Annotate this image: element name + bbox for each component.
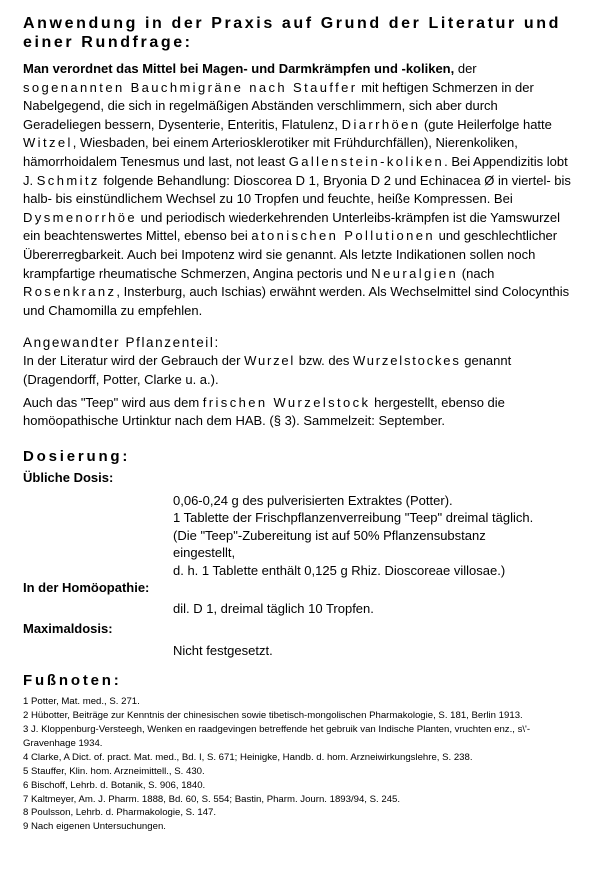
intro-text: , Wiesbaden, bei einem Arteriosklerotiker mit Frühdurchfällen), Nierenkoliken, hämorrhoidalem Tenesmus und last, not least [23, 135, 518, 169]
footnote-item: 7 Kaltmeyer, Am. J. Pharm. 1888, Bd. 60, S. 554; Bastin, Pharm. Journ. 1893/94, S. 245. [23, 793, 401, 805]
intro-bold-lead: Man verordnet das Mittel bei Magen- und Darmkrämpfen und -koliken, [23, 61, 455, 76]
footnote-item: 8 Poulsson, Lehrb. d. Pharmakologie, S. 147. [23, 807, 217, 819]
text: Auch das "Teep" wird aus dem [23, 394, 203, 410]
spaced-term: Schmitz [36, 172, 100, 188]
usual-dose-block [23, 492, 571, 580]
footnotes-heading: Fußnoten: [23, 672, 122, 690]
plant-part-paragraph-2 [23, 394, 571, 431]
dosage-heading: Dosierung: [23, 447, 131, 465]
intro-text: und geschlechtlicher Übererregbarkeit. Auch bei Impotenz wird sie genannt. Als letzte Indikationen sollen noch krampfartige rheumatische Schmerzen, Angina pectoris und [23, 228, 558, 281]
spaced-term: atonischen Pollutionen [251, 228, 435, 244]
footnote-item: 9 Nach eigenen Untersuchungen. [23, 821, 166, 833]
spaced-term: Wurzel [244, 353, 296, 369]
footnote-item: 6 Bischoff, Lehrb. d. Botanik, S. 906, 1840. [23, 779, 206, 791]
footnote-item: 2 Hübotter, Beiträge zur Kenntnis der chinesischen sowie tibetisch-mongolischen Pharmakologie, S. 181, Berlin 1913. [23, 710, 523, 722]
intro-text: (gute Heilerfolge hatte [420, 116, 552, 132]
page-title: Anwendung in der Praxis auf Grund der Literatur und einer Rundfrage: [23, 15, 561, 51]
spaced-term: Wurzelstockes [352, 353, 461, 369]
spaced-term: Rosenkranz [23, 284, 117, 300]
max-dose-block [23, 642, 571, 660]
dose-line: (Die "Teep"-Zubereitung ist auf 50% Pflanzensubstanz [173, 527, 486, 543]
spaced-term: Gallenstein-koliken [288, 153, 445, 169]
spaced-term: Witzel [23, 135, 73, 151]
intro-text: und periodisch wiederkehrenden Unterleibs-krämpfen ist die Yamswurzel ein beachtenswertes Mittel, ebenso bei [23, 209, 561, 244]
intro-text: folgende Behandlung: Dioscorea D 1, Bryonia D 2 und Echinacea Ø in viertel- bis halb- bis einstündlichem Wechsel zu 10 Tropfen und feuchte, heiße Kompressen. Bei [23, 172, 571, 207]
footnote-list [23, 695, 571, 834]
dose-line: 1 Tablette der Frischpflanzenverreibung "Teep" dreimal täglich. [173, 510, 534, 526]
intro-text: mit heftigen Schmerzen in der Nabelgegend, die sich in regelmäßigen Abständen verschlimmern, sich aber durch Geradeliegen bessern, Dysenterie, Enteritis, Flatulenz, [23, 79, 534, 132]
max-dose-label: Maximaldosis: [23, 620, 113, 636]
footnote-item: 5 Stauffer, Klin. hom. Arzneimittell., S. 430. [23, 765, 205, 777]
intro-text: der [454, 61, 477, 76]
spaced-term: Dysmenorrhöe [23, 209, 138, 225]
text: genannt (Dragendorff, Potter, Clarke u. a.). [23, 353, 512, 387]
dose-line: d. h. 1 Tablette enthält 0,125 g Rhiz. Dioscoreae villosae.) [173, 562, 506, 578]
intro-paragraph [23, 60, 571, 320]
spaced-term: frischen Wurzelstock [202, 394, 371, 410]
spaced-term: Neuralgien [371, 265, 459, 281]
text: bzw. des [295, 353, 353, 369]
footnote-item: 4 Clarke, A Dict. of. pract. Mat. med., Bd. I, S. 671; Heinigke, Handb. d. hom. Arzneiwirkungslehre, S. 238. [23, 751, 473, 763]
homeopathy-block [23, 600, 571, 618]
dose-line: 0,06-0,24 g des pulverisierten Extraktes (Potter). [173, 492, 453, 508]
dose-line: eingestellt, [173, 545, 236, 561]
intro-text: . Bei Appendizitis lobt J. [23, 153, 568, 188]
footnote-item: 1 Potter, Mat. med., S. 271. [23, 696, 140, 708]
intro-text: (nach [458, 265, 495, 281]
footnote-item: 3 J. Kloppenburg-Versteegh, Wenken en raadgevingen betreffende het gebruik van Indische Planten, vruchten enz., s\'-Gravenhage 1934. [23, 724, 531, 749]
spaced-term: sogenannten Bauchmigräne nach Stauffer [23, 79, 358, 95]
plant-part-paragraph-1 [23, 352, 571, 389]
usual-dose-label: Übliche Dosis: [23, 469, 114, 485]
text: In der Literatur wird der Gebrauch der [23, 353, 245, 369]
intro-text: , Insterburg, auch Ischias) erwähnt werden. Als Wechselmittel sind Colocynthis und Chamomilla zu empfehlen. [23, 284, 570, 318]
plant-part-heading: Angewandter Pflanzenteil: [23, 335, 220, 351]
spaced-term: Diarrhöen [341, 116, 421, 132]
dose-line: Nicht festgesetzt. [173, 642, 273, 658]
text: hergestellt, ebenso die homöopathische Urtinktur nach dem HAB. (§ 3). Sammelzeit: September. [23, 394, 505, 429]
homeopathy-label: In der Homöopathie: [23, 580, 150, 596]
dose-line: dil. D 1, dreimal täglich 10 Tropfen. [173, 601, 374, 617]
